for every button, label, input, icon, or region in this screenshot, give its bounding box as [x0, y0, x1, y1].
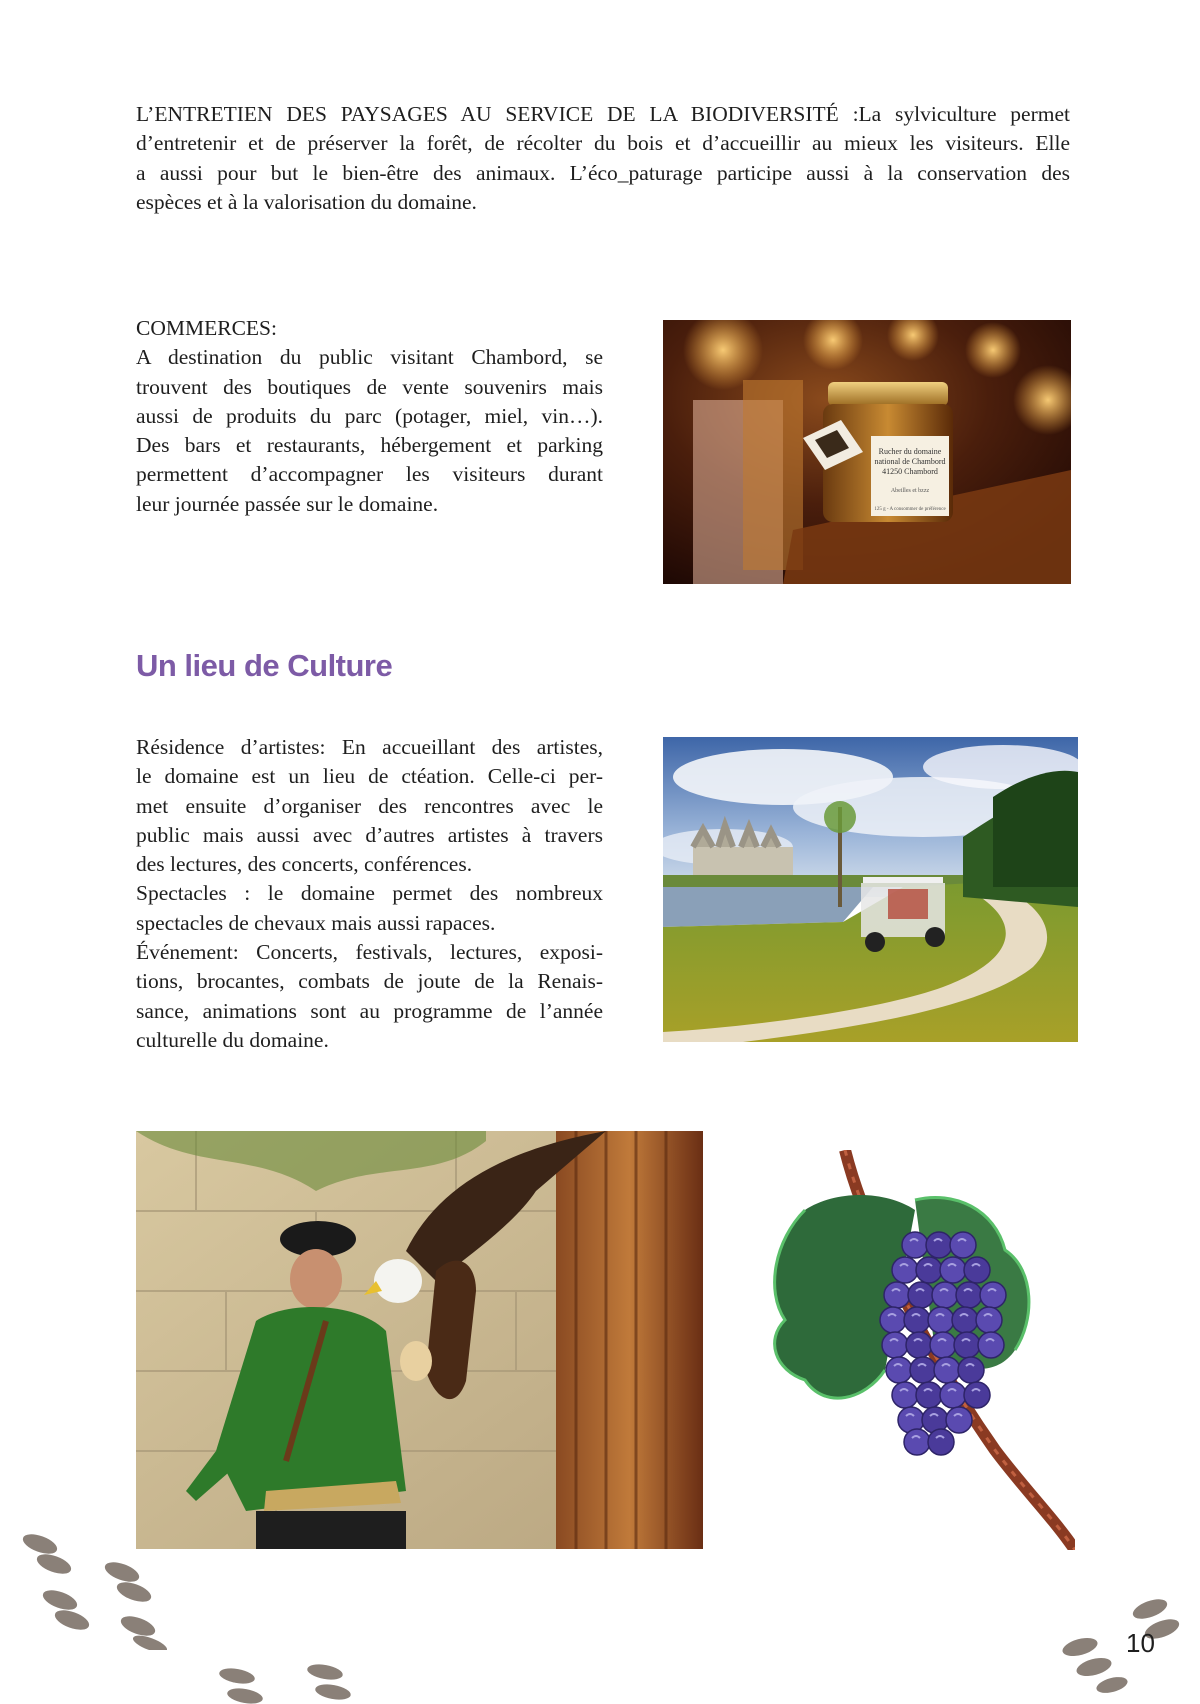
page-number: 10	[1126, 1628, 1155, 1658]
grape-berry	[958, 1357, 984, 1383]
grape-berry	[916, 1382, 942, 1408]
grape-berry	[956, 1282, 982, 1308]
grape-berry	[954, 1332, 980, 1358]
grape-berry	[930, 1332, 956, 1358]
grape-berry	[952, 1307, 978, 1333]
grape-berry	[934, 1357, 960, 1383]
grape-berry	[906, 1332, 932, 1358]
text-line: des lectures, des concerts, conférences.	[136, 852, 473, 877]
text-line: culturelle du domaine.	[136, 1027, 329, 1052]
grape-berry	[928, 1307, 954, 1333]
text-line: Spectacles : le domaine permet des nombreux	[136, 881, 603, 906]
text-line: A destination du public visitant Chambord, se	[136, 345, 603, 370]
jar-label-text: 125 g - A consommer de préférence	[874, 507, 946, 512]
text-line: met ensuite d’organiser des rencontres avec le	[136, 793, 603, 818]
text-line: permettent d’accompagner les visiteurs durant	[136, 462, 603, 487]
footprints-decoration	[10, 1530, 180, 1650]
grape-bunch-illustration	[765, 1150, 1075, 1550]
grape-berry	[902, 1232, 928, 1258]
text-line: espèces et à la valorisation du domaine.	[136, 189, 477, 214]
grape-berry	[946, 1407, 972, 1433]
grape-berry	[932, 1282, 958, 1308]
jar-label-text: 41250 Chambord	[882, 467, 938, 476]
text-line: le domaine est un lieu de ctéation. Celle-ci per-	[136, 764, 603, 789]
grape-berry	[950, 1232, 976, 1258]
grape-berry	[880, 1307, 906, 1333]
grape-berry	[964, 1382, 990, 1408]
text-line: public mais aussi avec d’autres artistes à travers	[136, 822, 603, 847]
grape-berry	[916, 1257, 942, 1283]
grape-berry	[904, 1307, 930, 1333]
culture-heading: Un lieu de Culture	[136, 648, 393, 683]
grape-berry	[908, 1282, 934, 1308]
culture-paragraph	[136, 733, 603, 1055]
grape-berry	[980, 1282, 1006, 1308]
jar-label-text: Abeilles et bzzz	[890, 488, 930, 494]
grape-berry	[928, 1429, 954, 1455]
jar-label-text: national de Chambord	[874, 457, 946, 466]
honey-jar-photo	[663, 320, 1071, 584]
commerces-title: COMMERCES:	[136, 316, 277, 340]
text-line: Événement: Concerts, festivals, lectures, exposi-	[136, 940, 603, 965]
text-line: d’entretenir et de préserver la forêt, de récolter du bois et d’accueillir au mieux les visiteurs. Elle	[136, 131, 1070, 156]
jar-label-text: Rucher du domaine	[878, 447, 942, 456]
grape-berry	[892, 1382, 918, 1408]
falconer-eagle-photo	[136, 1131, 703, 1549]
grape-berry	[882, 1332, 908, 1358]
text-line: tions, brocantes, combats de joute de la Renais-	[136, 969, 603, 994]
text-line: L’ENTRETIEN DES PAYSAGES AU SERVICE DE LA BIODIVERSITÉ :La sylviculture permet	[136, 102, 1070, 126]
grape-berry	[910, 1357, 936, 1383]
text-line: spectacles de chevaux mais aussi rapaces.	[136, 910, 496, 935]
text-line: Des bars et restaurants, hébergement et parking	[136, 433, 603, 458]
grape-berry	[892, 1257, 918, 1283]
chateau-golf-cart-photo	[663, 737, 1078, 1042]
biodiversity-paragraph	[136, 100, 1070, 217]
grape-berry	[926, 1232, 952, 1258]
text-line: Résidence d’artistes: En accueillant des artistes,	[136, 735, 603, 759]
footprints-decoration	[215, 1660, 375, 1704]
grape-berry	[978, 1332, 1004, 1358]
text-line: trouvent des boutiques de vente souvenirs mais	[136, 374, 603, 399]
grape-berry	[884, 1282, 910, 1308]
grape-berry	[964, 1257, 990, 1283]
text-line: aussi de produits du parc (potager, miel, vin…).	[136, 403, 603, 428]
grape-berry	[886, 1357, 912, 1383]
text-line: leur journée passée sur le domaine.	[136, 491, 439, 516]
commerces-paragraph	[136, 314, 603, 519]
grape-berry	[940, 1257, 966, 1283]
footprints-decoration	[1050, 1595, 1200, 1695]
text-line: sance, animations sont au programme de l’année	[136, 998, 603, 1023]
text-line: a aussi pour but le bien-être des animaux. L’éco_paturage participe aussi à la conservation des	[136, 160, 1070, 185]
grape-berry	[904, 1429, 930, 1455]
grape-berry	[940, 1382, 966, 1408]
grape-berry	[976, 1307, 1002, 1333]
